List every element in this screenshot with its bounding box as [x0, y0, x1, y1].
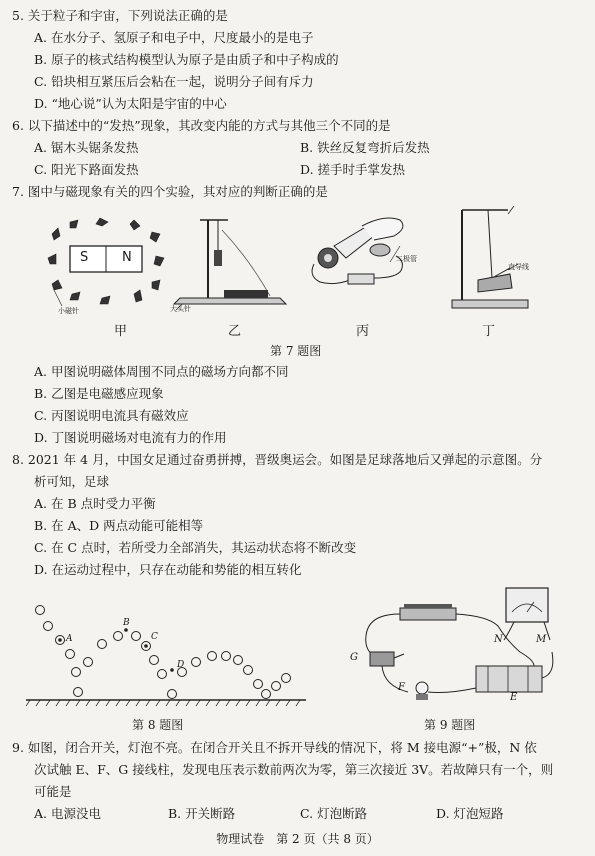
- page-footer: 物理试卷 第 2 页（共 8 页）: [216, 832, 379, 846]
- q8-stem-line2: 析可知，足球: [34, 474, 110, 489]
- figure-9-circuit: [338, 582, 564, 710]
- magnet-n-label: N: [122, 250, 132, 265]
- pin-label: 大头针: [170, 305, 191, 313]
- q9-stem-line3: 可能是: [34, 784, 72, 799]
- terminal-g-label: G: [350, 652, 358, 663]
- q8-figure-caption: 第 8 题图: [132, 718, 184, 732]
- q6-stem: 6. 以下描述中的“发热”现象，其改变内能的方式与其他三个不同的是: [12, 118, 391, 133]
- q5-option-c: C. 铅块相互紧压后会粘在一起，说明分子间有斥力: [34, 74, 314, 89]
- figure-bing-generator: [304, 206, 424, 314]
- point-a-label: A: [66, 634, 73, 644]
- diode-label: 二极管: [396, 255, 417, 263]
- terminal-f-label: F: [398, 682, 405, 693]
- point-c-label: C: [151, 632, 158, 642]
- figure-yi-stand: [170, 210, 290, 314]
- point-b-label: B: [123, 618, 130, 628]
- q7-option-c: C. 丙图说明电流具有磁效应: [34, 408, 189, 423]
- q9-stem-line2: 次试触 E、F、G 接线柱，发现电压表示数前两次为零，第三次接近 3V。若故障只有一个，则: [34, 762, 554, 777]
- q8-option-a: A. 在 B 点时受力平衡: [34, 496, 156, 511]
- q7-option-d: D. 丁图说明磁场对电流有力的作用: [34, 430, 227, 445]
- q9-option-d: D. 灯泡短路: [436, 806, 504, 821]
- q6-option-a: A. 锯木头锯条发热: [34, 140, 139, 155]
- q8-stem-line1: 8. 2021 年 4 月，中国女足通过奋勇拼搏，晋级奥运会。如图是足球落地后又弹起的示意图。分: [12, 452, 543, 467]
- q8-option-c: C. 在 C 点时，若所受力全部消失，其运动状态将不断改变: [34, 540, 357, 555]
- fig-label-yi: 乙: [228, 324, 242, 339]
- figure-8-bouncing-ball: [26, 600, 306, 712]
- terminal-m-label: M: [536, 634, 547, 645]
- point-d-label: D: [177, 660, 185, 670]
- q7-option-b: B. 乙图是电磁感应现象: [34, 386, 164, 401]
- wire-label: 直导线: [508, 263, 529, 271]
- fig-label-jia: 甲: [114, 324, 128, 339]
- q5-option-b: B. 原子的核式结构模型认为原子是由质子和中子构成的: [34, 52, 339, 67]
- q7-figure-caption: 第 7 题图: [270, 344, 322, 358]
- q6-option-b: B. 铁丝反复弯折后发热: [300, 140, 430, 155]
- fig-label-ding: 丁: [482, 324, 496, 339]
- q9-figure-caption: 第 9 题图: [424, 718, 476, 732]
- q5-stem: 5. 关于粒子和宇宙，下列说法正确的是: [12, 8, 228, 23]
- q6-option-c: C. 阳光下路面发热: [34, 162, 139, 177]
- q7-option-a: A. 甲图说明磁体周围不同点的磁场方向都不同: [34, 364, 289, 379]
- q8-option-d: D. 在运动过程中，只存在动能和势能的相互转化: [34, 562, 302, 577]
- q6-option-d: D. 搓手时手掌发热: [300, 162, 406, 177]
- figure-jia-magnet: [40, 214, 170, 314]
- q9-option-c: C. 灯泡断路: [300, 806, 368, 821]
- terminal-n-label: N: [494, 634, 503, 645]
- fig-label-bing: 丙: [356, 324, 370, 339]
- q8-option-b: B. 在 A、D 两点动能可能相等: [34, 518, 204, 533]
- q5-option-d: D. “地心说”认为太阳是宇宙的中心: [34, 96, 227, 111]
- q9-option-b: B. 开关断路: [168, 806, 236, 821]
- terminal-e-label: E: [510, 692, 518, 703]
- q9-option-a: A. 电源没电: [34, 806, 101, 821]
- q5-option-a: A. 在水分子、氢原子和电子中，尺度最小的是电子: [34, 30, 314, 45]
- figure-ding-wire: [448, 204, 538, 316]
- q9-stem-line1: 9. 如图，闭合开关，灯泡不亮。在闭合开关且不拆开导线的情况下，将 M 接电源“+”极，N 依: [12, 740, 537, 755]
- magnet-s-label: S: [80, 250, 89, 265]
- compass-label: 小磁针: [58, 307, 79, 315]
- q7-stem: 7. 图中与磁现象有关的四个实验，其对应的判断正确的是: [12, 184, 328, 199]
